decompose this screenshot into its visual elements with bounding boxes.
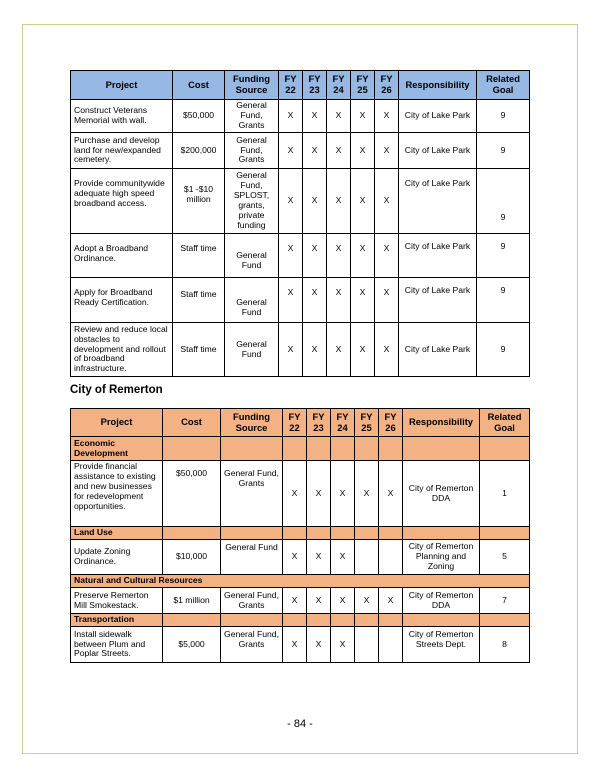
table-row — [71, 588, 530, 614]
cell-responsibility: City of Remerton DDA — [403, 461, 480, 527]
table-row — [71, 169, 530, 234]
table-row — [71, 540, 530, 575]
col-header-fy23: FY 23 — [303, 71, 327, 100]
col-header-fy25: FY 25 — [351, 71, 375, 100]
cell-cost: $5,000 — [163, 627, 221, 663]
cell-funding: General Fund, Grants — [225, 133, 279, 169]
cell-project: Purchase and develop land for new/expanded cemetery. — [71, 133, 173, 169]
section-row-natural-cultural — [71, 575, 530, 588]
cell-fy22: X — [283, 461, 307, 527]
cell-fy24: X — [327, 100, 351, 133]
cell-fy25: X — [355, 461, 379, 527]
cell-responsibility: City of Remerton Planning and Zoning — [403, 540, 480, 575]
col-header-fy22: FY 22 — [279, 71, 303, 100]
section-label: Economic Development — [71, 437, 163, 461]
cell-fy23: X — [303, 133, 327, 169]
cell-cost: Staff time — [173, 278, 225, 323]
cell-fy26: X — [375, 278, 399, 323]
cell-funding: General Fund — [225, 278, 279, 323]
col-header-fy23: FY 23 — [307, 409, 331, 437]
cell-project: Provide communitywide adequate high speed broadband access. — [71, 169, 173, 234]
cell-cost: $50,000 — [163, 461, 221, 527]
cell-cost: $50,000 — [173, 100, 225, 133]
cell-fy26: X — [375, 234, 399, 278]
table-row — [71, 133, 530, 169]
cell-fy22: X — [283, 588, 307, 614]
cell-fy23: X — [307, 588, 331, 614]
cell-goal: 1 — [480, 461, 530, 527]
col-header-project: Project — [71, 409, 163, 437]
col-header-cost: Cost — [163, 409, 221, 437]
cell-fy23: X — [303, 169, 327, 234]
cell-project: Update Zoning Ordinance. — [71, 540, 163, 575]
cell-project: Review and reduce local obstacles to development and rollout of broadband infrastructure. — [71, 323, 173, 377]
col-header-funding: Funding Source — [221, 409, 283, 437]
col-header-fy24: FY 24 — [327, 71, 351, 100]
col-header-goal: Related Goal — [480, 409, 530, 437]
table-row — [71, 100, 530, 133]
col-header-fy26: FY 26 — [379, 409, 403, 437]
cell-project: Install sidewalk between Plum and Poplar Streets. — [71, 627, 163, 663]
cell-fy24: X — [331, 540, 355, 575]
cell-fy25: X — [351, 133, 375, 169]
col-header-project: Project — [71, 71, 173, 100]
table-header-row — [71, 71, 530, 100]
cell-goal: 9 — [477, 323, 530, 377]
cell-fy22: X — [283, 627, 307, 663]
table-row — [71, 278, 530, 323]
cell-goal: 8 — [480, 627, 530, 663]
cell-fy22: X — [283, 540, 307, 575]
section-row-land-use — [71, 527, 530, 540]
cell-fy26: X — [375, 100, 399, 133]
cell-funding: General Fund — [221, 540, 283, 575]
cell-responsibility: City of Remerton Streets Dept. — [403, 627, 480, 663]
cell-goal: 9 — [477, 169, 530, 234]
cell-fy25 — [355, 627, 379, 663]
cell-fy25: X — [351, 323, 375, 377]
section-label: Natural and Cultural Resources — [71, 575, 530, 588]
col-header-funding: Funding Source — [225, 71, 279, 100]
cell-fy23: X — [307, 540, 331, 575]
cell-fy22: X — [279, 133, 303, 169]
section-label: Transportation — [71, 614, 163, 627]
cell-fy22: X — [279, 278, 303, 323]
cell-fy26: X — [379, 588, 403, 614]
cell-responsibility: City of Lake Park — [399, 100, 477, 133]
cell-fy24: X — [327, 278, 351, 323]
col-header-cost: Cost — [173, 71, 225, 100]
cell-fy26: X — [379, 461, 403, 527]
section-row-transportation — [71, 614, 530, 627]
section-label: Land Use — [71, 527, 163, 540]
cell-project: Apply for Broadband Ready Certification. — [71, 278, 173, 323]
cell-fy24: X — [331, 588, 355, 614]
cell-goal: 9 — [477, 100, 530, 133]
col-header-fy22: FY 22 — [283, 409, 307, 437]
cell-project: Adopt a Broadband Ordinance. — [71, 234, 173, 278]
cell-fy26: X — [375, 133, 399, 169]
cell-goal: 9 — [477, 278, 530, 323]
table-row — [71, 234, 530, 278]
cell-fy23: X — [303, 278, 327, 323]
cell-responsibility: City of Lake Park — [399, 323, 477, 377]
section-title-remerton: City of Remerton — [70, 384, 163, 396]
cell-responsibility: City of Lake Park — [399, 169, 477, 234]
cell-fy24: X — [331, 627, 355, 663]
col-header-responsibility: Responsibility — [403, 409, 480, 437]
col-header-fy25: FY 25 — [355, 409, 379, 437]
cell-responsibility: City of Lake Park — [399, 278, 477, 323]
cell-fy25: X — [351, 234, 375, 278]
cell-project: Construct Veterans Memorial with wall. — [71, 100, 173, 133]
col-header-fy24: FY 24 — [331, 409, 355, 437]
cell-fy23: X — [307, 461, 331, 527]
cell-project: Provide financial assistance to existing and new businesses for redevelopment opportunities. — [71, 461, 163, 527]
cell-responsibility: City of Lake Park — [399, 234, 477, 278]
lake-park-work-program-table — [70, 70, 530, 377]
cell-fy23: X — [307, 627, 331, 663]
table-header-row — [71, 409, 530, 437]
cell-fy26: X — [375, 169, 399, 234]
cell-cost: $200,000 — [173, 133, 225, 169]
table-row — [71, 627, 530, 663]
cell-funding: General Fund, Grants — [221, 461, 283, 527]
cell-fy26: X — [375, 323, 399, 377]
section-row-economic-development — [71, 437, 530, 461]
cell-cost: $1 million — [163, 588, 221, 614]
col-header-responsibility: Responsibility — [399, 71, 477, 100]
cell-fy23: X — [303, 100, 327, 133]
cell-cost: $10,000 — [163, 540, 221, 575]
cell-fy23: X — [303, 323, 327, 377]
cell-fy25: X — [351, 169, 375, 234]
cell-goal: 9 — [477, 234, 530, 278]
cell-cost: Staff time — [173, 234, 225, 278]
cell-fy24: X — [327, 169, 351, 234]
cell-funding: General Fund — [225, 234, 279, 278]
table-row — [71, 323, 530, 377]
cell-funding: General Fund, Grants — [221, 627, 283, 663]
cell-cost: Staff time — [173, 323, 225, 377]
cell-funding: General Fund — [225, 323, 279, 377]
cell-fy25: X — [351, 278, 375, 323]
cell-goal: 7 — [480, 588, 530, 614]
col-header-fy26: FY 26 — [375, 71, 399, 100]
cell-funding: General Fund, SPLOST, grants, private funding — [225, 169, 279, 234]
cell-project: Preserve Remerton Mill Smokestack. — [71, 588, 163, 614]
cell-fy23: X — [303, 234, 327, 278]
cell-fy22: X — [279, 169, 303, 234]
cell-fy24: X — [331, 461, 355, 527]
cell-fy24: X — [327, 133, 351, 169]
cell-fy25: X — [351, 100, 375, 133]
cell-fy25 — [355, 540, 379, 575]
cell-funding: General Fund, Grants — [221, 588, 283, 614]
page-number: - 84 - — [287, 718, 313, 730]
col-header-goal: Related Goal — [477, 71, 530, 100]
remerton-work-program-table — [70, 408, 530, 663]
table-row — [71, 461, 530, 527]
cell-responsibility: City of Remerton DDA — [403, 588, 480, 614]
cell-responsibility: City of Lake Park — [399, 133, 477, 169]
cell-fy26 — [379, 540, 403, 575]
cell-fy22: X — [279, 234, 303, 278]
cell-fy24: X — [327, 234, 351, 278]
cell-goal: 5 — [480, 540, 530, 575]
cell-fy24: X — [327, 323, 351, 377]
cell-fy22: X — [279, 100, 303, 133]
cell-goal: 9 — [477, 133, 530, 169]
cell-fy26 — [379, 627, 403, 663]
cell-fy22: X — [279, 323, 303, 377]
cell-fy25: X — [355, 588, 379, 614]
cell-funding: General Fund, Grants — [225, 100, 279, 133]
cell-cost: $1 -$10 million — [173, 169, 225, 234]
